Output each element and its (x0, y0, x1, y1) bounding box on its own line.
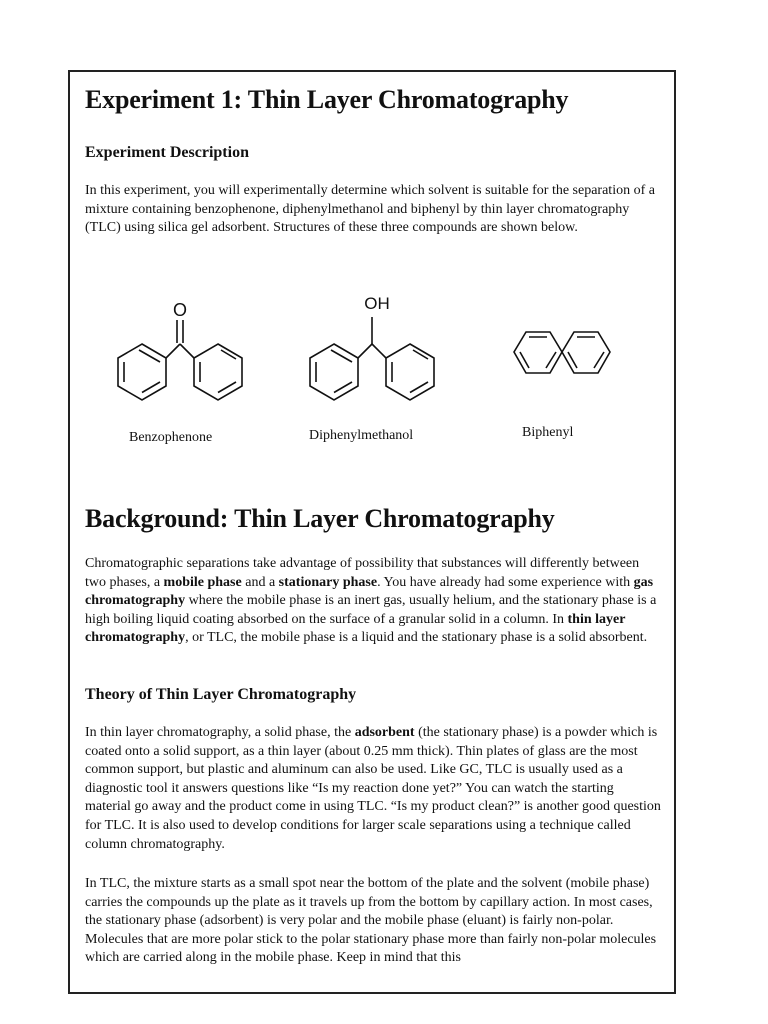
background-title: Background: Thin Layer Chromatography (85, 504, 555, 533)
benzophenone-atom-label: O (172, 300, 188, 320)
chemical-structures (85, 288, 665, 453)
experiment-title: Experiment 1: Thin Layer Chromatography (85, 85, 569, 114)
document-page (68, 70, 676, 994)
experiment-description-heading: Experiment Description (85, 144, 249, 161)
theory-paragraph-2: In TLC, the mixture starts as a small spot near the bottom of the plate and the solvent (mobile phase) carries the compounds up the plate as it travels up from the bottom by capillary action. In most cases, the stationary phase (adsorbent) is very polar and the mobile phase (eluant) is fairly non-polar. Molecules that are more polar stick to the polar stationary phase more than fairly non-polar molecules which are carried along in the mobile phase. Keep in mind that this (85, 876, 657, 966)
theory-heading: Theory of Thin Layer Chromatography (85, 686, 357, 703)
diphenylmethanol-atom-label: OH (364, 294, 390, 313)
background-paragraph: Chromatographic separations take advantage of possibility that substances will differently between two phases, a mobile phase and a stationary phase. You have already had some experience with gas chromatography where the mobile phase is an inert gas, usually helium, and the stationary phase is a high boiling liquid coating absorbed on the surface of a granular solid in a column. In thin layer chromatography, or TLC, the mobile phase is a liquid and the stationary phase is a solid absorbent. (85, 556, 657, 646)
benzophenone-label: Benzophenone (129, 430, 213, 445)
experiment-description-text: In this experiment, you will experimentally determine which solvent is suitable for the separation of a mixture containing benzophenone, diphenylmethanol and biphenyl by thin layer chromatography (TLC) using silica gel adsorbent. Structures of these three compounds are shown below. (85, 183, 655, 236)
biphenyl-label: Biphenyl (522, 425, 574, 440)
diphenylmethanol-structure (310, 294, 434, 400)
structures-svg (85, 288, 665, 418)
theory-paragraph-1: In thin layer chromatography, a solid phase, the adsorbent (the stationary phase) is a powder which is coated onto a solid support, as a thin layer (about 0.25 mm thick). Thin plates of glass are the most common support, but plastic and aluminum can also be used. Like GC, TLC is usually used as a diagnostic tool it answers questions like “Is my reaction done yet?” You can watch the starting material go away and the product come in using TLC. “Is my product clean?” is another good question for TLC. It is also used to develop conditions for larger scale separations using a technique called column chromatography. (85, 725, 661, 852)
diphenylmethanol-label: Diphenylmethanol (309, 428, 414, 443)
benzophenone-structure (118, 300, 242, 400)
biphenyl-structure (514, 332, 610, 373)
